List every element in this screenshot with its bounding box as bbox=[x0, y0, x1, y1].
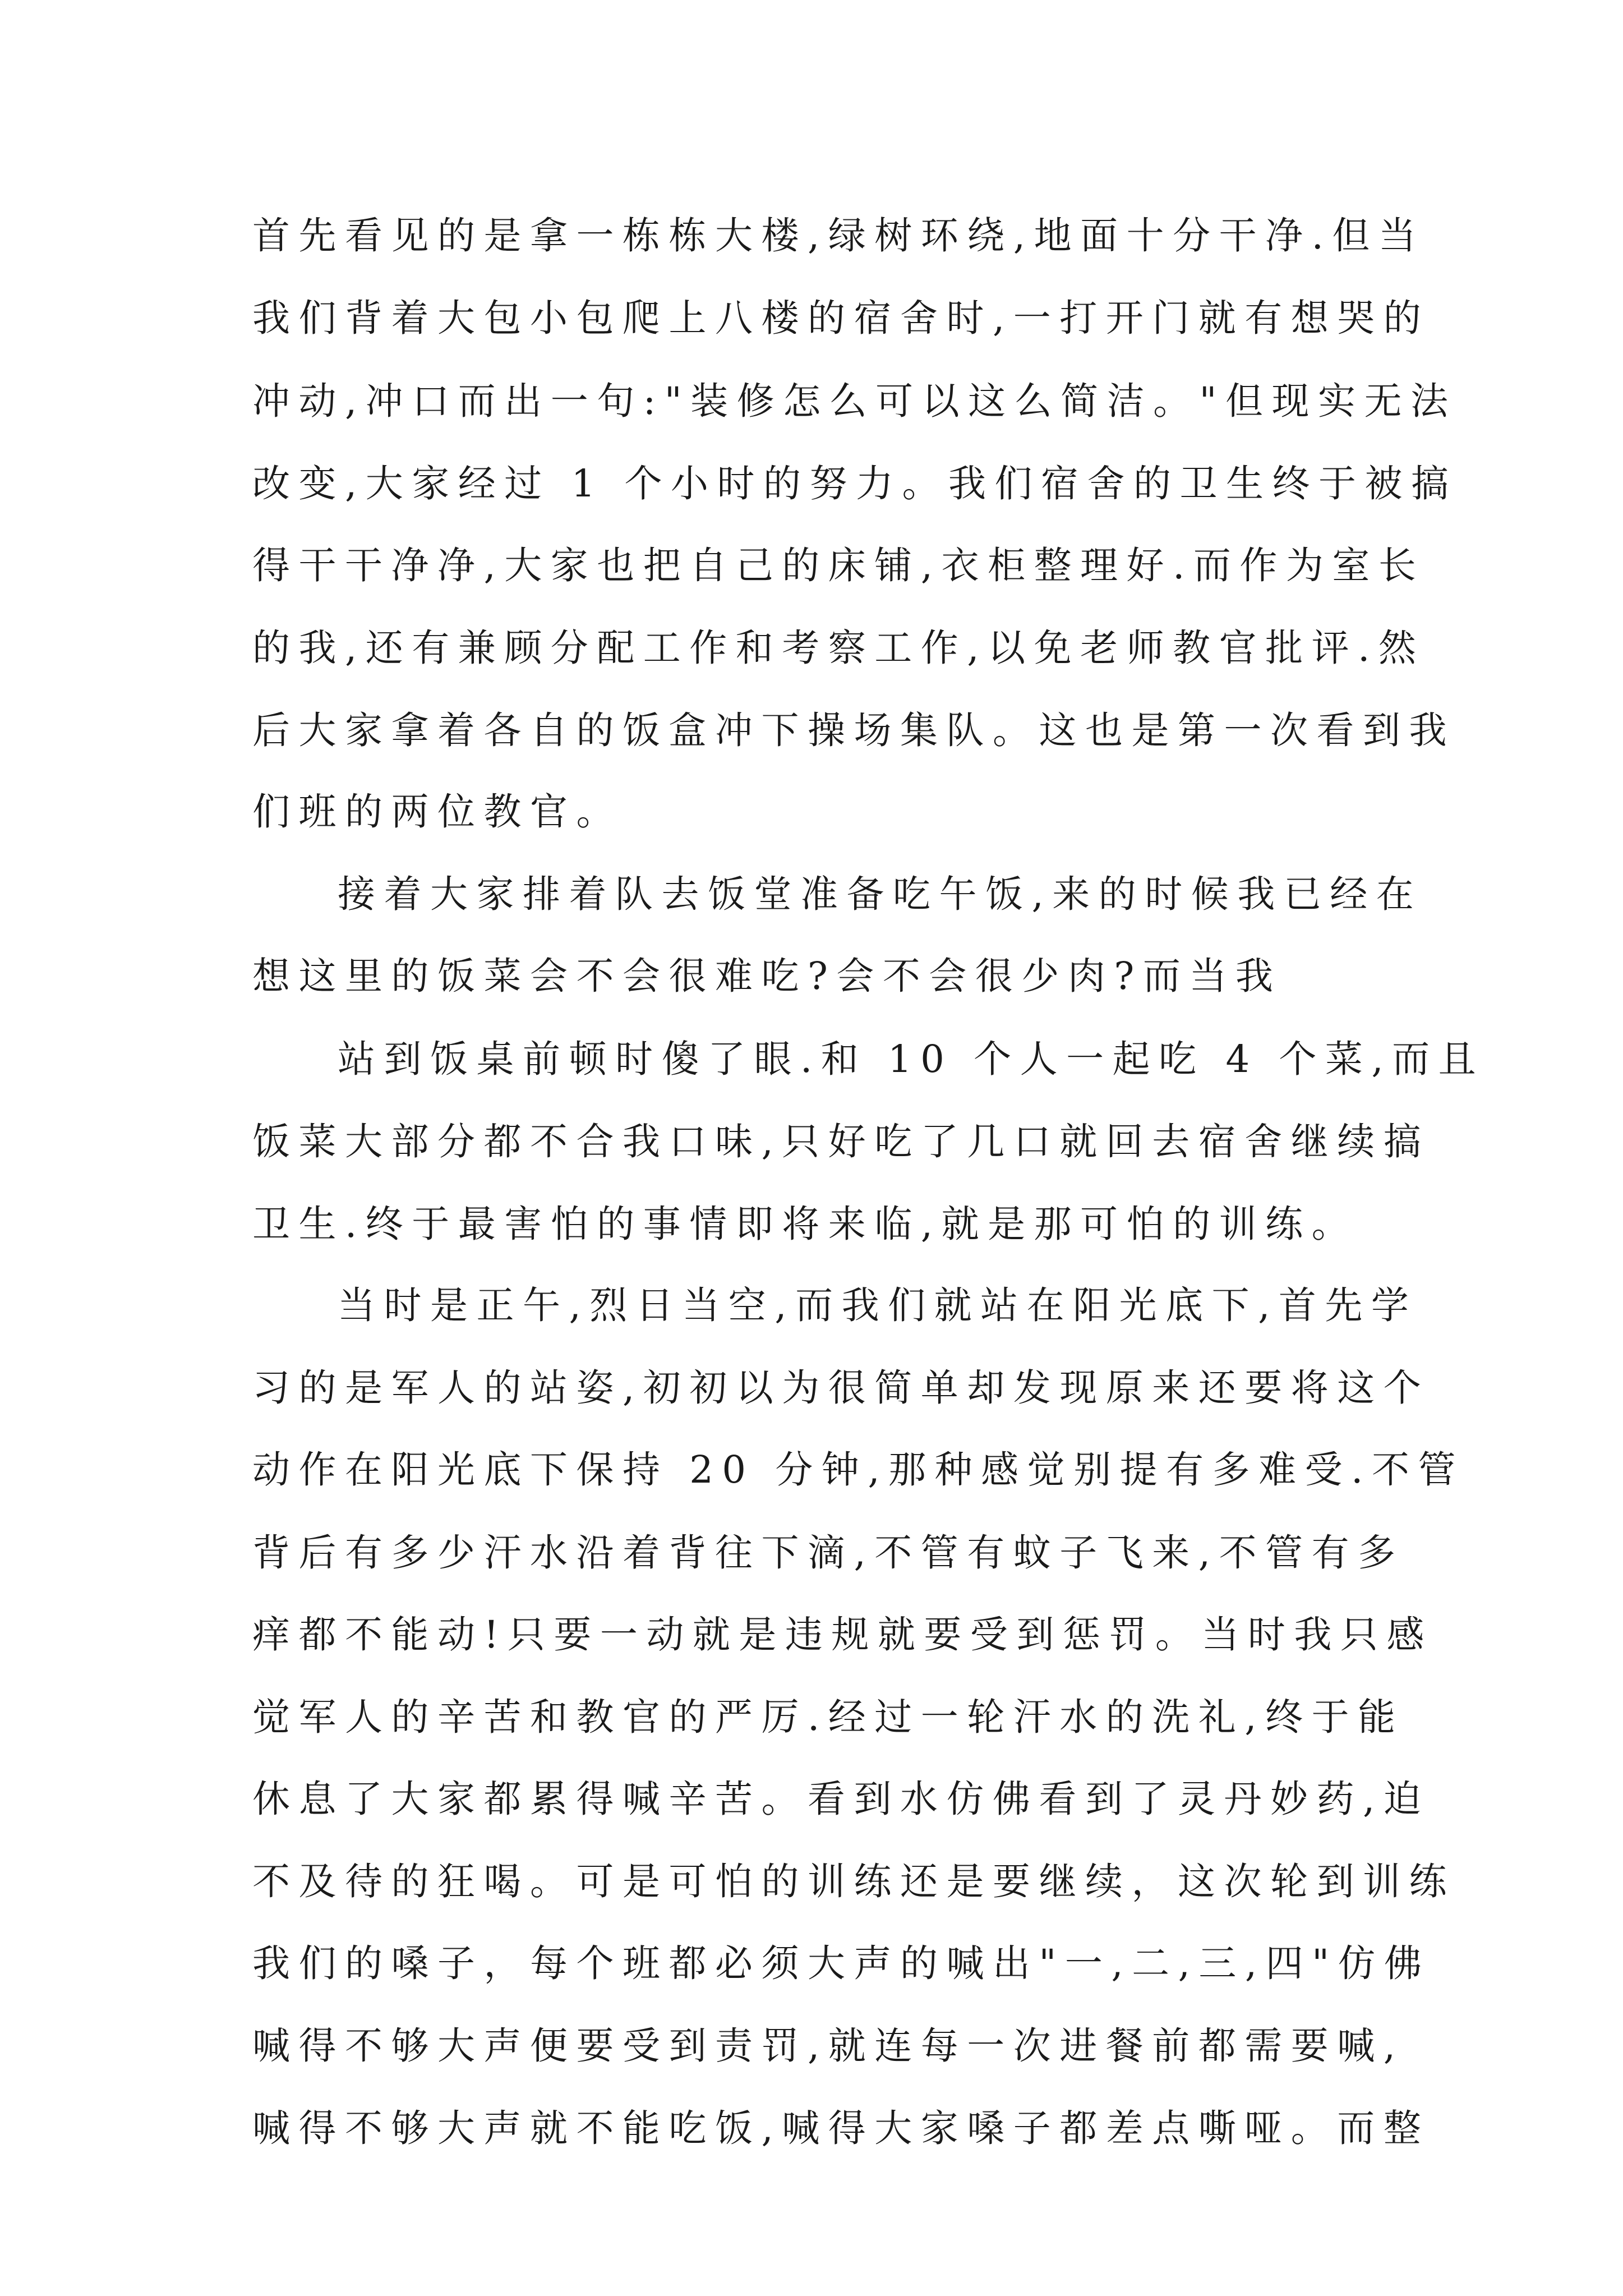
text-line: 我们的嗓子，每个班都必须大声的喊出"一,二,三,四"仿佛 bbox=[252, 1941, 1431, 1985]
text-line: 喊得不够大声便要受到责罚,就连每一次进餐前都需要喊, bbox=[252, 2024, 1404, 2068]
text-line: 背后有多少汗水沿着背往下滴,不管有蚊子飞来,不管有多 bbox=[252, 1531, 1404, 1575]
text-line: 首先看见的是拿一栋栋大楼,绿树环绕,地面十分干净.但当 bbox=[252, 214, 1425, 257]
text-line: 卫生.终于最害怕的事情即将来临,就是那可怕的训练。 bbox=[252, 1202, 1358, 1246]
text-line: 改变,大家经过 1 个小时的努力。我们宿舍的卫生终于被搞 bbox=[252, 462, 1458, 505]
text-line: 动作在阳光底下保持 20 分钟,那种感觉别提有多难受.不管 bbox=[252, 1448, 1464, 1492]
text-line: 我们背着大包小包爬上八楼的宿舍时,一打开门就有想哭的 bbox=[252, 296, 1430, 340]
text-line: 想这里的饭菜会不会很难吃?会不会很少肉?而当我 bbox=[252, 954, 1282, 998]
text-line: 得干干净净,大家也把自己的床铺,衣柜整理好.而作为室长 bbox=[252, 544, 1425, 587]
text-line: 的我,还有兼顾分配工作和考察工作,以免老师教官批评.然 bbox=[252, 626, 1425, 670]
text-line: 饭菜大部分都不合我口味,只好吃了几口就回去宿舍继续搞 bbox=[252, 1120, 1430, 1163]
paragraph-first-line: 接着大家排着队去饭堂准备吃午饭,来的时候我已经在 bbox=[338, 872, 1423, 916]
paragraph-first-line: 站到饭桌前顿时傻了眼.和 10 个人一起吃 4 个菜,而且 bbox=[338, 1037, 1485, 1081]
text-line: 喊得不够大声就不能吃饭,喊得大家嗓子都差点嘶哑。而整 bbox=[252, 2106, 1430, 2150]
text-line: 觉军人的辛苦和教官的严厉.经过一轮汗水的洗礼,终于能 bbox=[252, 1695, 1404, 1739]
text-line: 习的是军人的站姿,初初以为很简单却发现原来还要将这个 bbox=[252, 1366, 1430, 1410]
text-line: 们班的两位教官。 bbox=[252, 790, 623, 834]
text-line: 休息了大家都累得喊辛苦。看到水仿佛看到了灵丹妙药,迫 bbox=[252, 1777, 1430, 1821]
text-line: 不及待的狂喝。可是可怕的训练还是要继续，这次轮到训练 bbox=[252, 1860, 1455, 1903]
text-line: 冲动,冲口而出一句:"装修怎么可以这么简洁。"但现实无法 bbox=[252, 379, 1457, 423]
text-line: 痒都不能动!只要一动就是违规就要受到惩罚。当时我只感 bbox=[252, 1613, 1433, 1657]
text-line: 后大家拿着各自的饭盒冲下操场集队。这也是第一次看到我 bbox=[252, 708, 1455, 752]
paragraph-first-line: 当时是正午,烈日当空,而我们就站在阳光底下,首先学 bbox=[338, 1283, 1418, 1327]
